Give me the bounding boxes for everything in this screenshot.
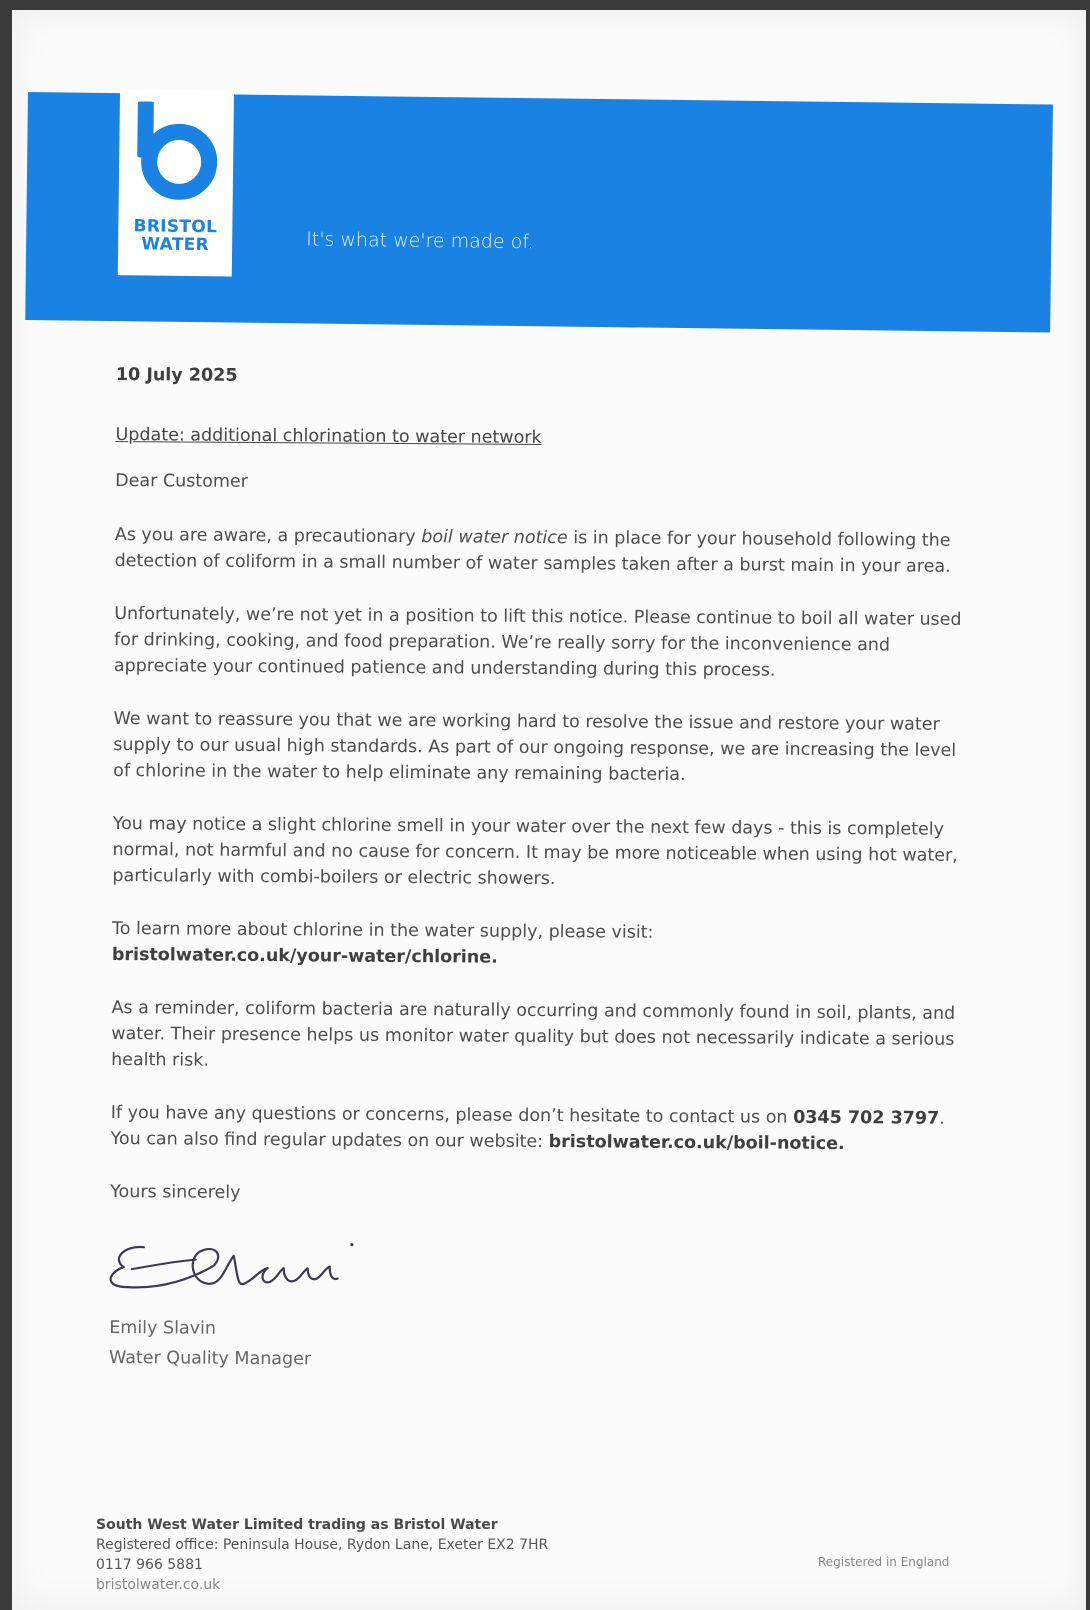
footer-phone: 0117 966 5881 bbox=[96, 1557, 203, 1573]
paragraph-1-text-a: As you are aware, a precautionary bbox=[114, 524, 422, 548]
letter-page bbox=[12, 10, 1086, 1610]
paragraph-7 bbox=[110, 1100, 970, 1158]
contact-text: If you have any questions or concerns, please don’t hesitate to contact us on bbox=[110, 1102, 794, 1128]
boil-notice-link[interactable]: bristolwater.co.uk/boil-notice. bbox=[548, 1132, 845, 1155]
letter-footer bbox=[96, 1515, 548, 1595]
footer-company: South West Water Limited trading as Bristol Water bbox=[96, 1517, 498, 1533]
signer-title: Water Quality Manager bbox=[108, 1347, 312, 1370]
signer-name: Emily Slavin bbox=[109, 1317, 217, 1339]
updates-line bbox=[110, 1126, 970, 1158]
boil-water-notice-emphasis: boil water notice bbox=[421, 527, 568, 549]
letter-subject: Update: additional chlorination to water network bbox=[115, 424, 542, 448]
updates-text: You can also find regular updates on our website: bbox=[110, 1128, 549, 1153]
paragraph-5 bbox=[112, 916, 972, 974]
handwritten-signature bbox=[103, 1225, 374, 1307]
contact-period: . bbox=[939, 1108, 945, 1129]
footer-website[interactable]: bristolwater.co.uk bbox=[96, 1577, 221, 1593]
paragraph-6: As a reminder, coliform bacteria are naturally occurring and commonly found in soil, plants, and water. Their presence helps us monitor water quality but does not necessarily indicate a serious health risk. bbox=[111, 997, 956, 1071]
paragraph-3: We want to reassure you that we are working hard to resolve the issue and restore your water supply to our usual high standards. As part of our ongoing response, we are increasing the level of chlorine in the water to help eliminate any remaining bacteria. bbox=[113, 708, 957, 785]
header-banner bbox=[25, 92, 1053, 333]
letter-body bbox=[109, 362, 976, 1379]
logo-line-2: WATER bbox=[141, 234, 210, 256]
closing: Yours sincerely bbox=[110, 1181, 241, 1203]
contact-phone[interactable]: 0345 702 3797 bbox=[793, 1107, 940, 1129]
footer-registered: Registered in England bbox=[818, 1555, 950, 1569]
letter-date: 10 July 2025 bbox=[115, 364, 238, 386]
chlorine-info-text: To learn more about chlorine in the water supply, please visit: bbox=[111, 918, 654, 943]
logo-wordmark bbox=[118, 217, 232, 254]
paragraph-4: You may notice a slight chlorine smell in your water over the next few days - this is completely normal, not harmful and no cause for concern. It may be more noticeable when using hot water, particularly with combi-boilers or electric showers. bbox=[112, 813, 958, 890]
greeting: Dear Customer bbox=[115, 470, 248, 492]
tagline: It's what we're made of. bbox=[306, 228, 534, 254]
logo-line-1: BRISTOL bbox=[133, 216, 218, 238]
paragraph-2: Unfortunately, we’re not yet in a position to lift this notice. Please continue to boil all water used for drinking, cooking, and food preparation. We’re really sorry for the inconvenience and appreciate your continued patience and understanding during this process. bbox=[113, 603, 962, 681]
paragraph-1 bbox=[115, 522, 975, 580]
bristol-water-logo bbox=[118, 89, 234, 276]
b-logo-icon bbox=[135, 101, 218, 200]
footer-office: Registered office: Peninsula House, Rydon Lane, Exeter EX2 7HR bbox=[96, 1537, 549, 1553]
paragraph-1-text-b: is in place for your household following the detection of coliform in a small number of water samples taken after a burst main in your area. bbox=[114, 528, 951, 577]
chlorine-info-link[interactable]: bristolwater.co.uk/your-water/chlorine. bbox=[111, 944, 498, 968]
